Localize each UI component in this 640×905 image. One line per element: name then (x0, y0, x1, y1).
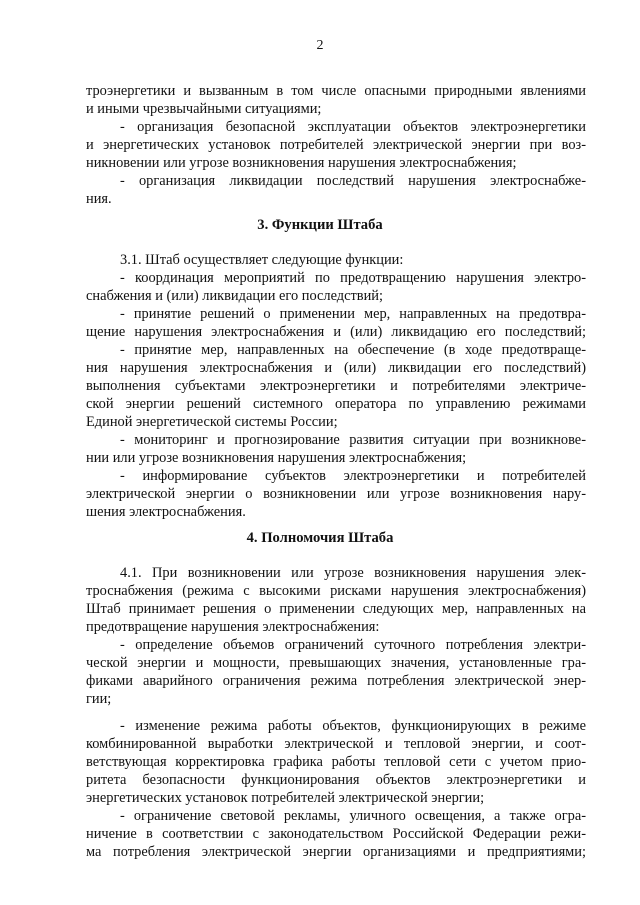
intro-line: никновении или угрозе возникновения нарушения электроснабжения; (86, 155, 517, 171)
page-number: 2 (316, 38, 324, 53)
section-4-line: ветствующая корректировка графика работы тепловой сети с учетом прио- (86, 754, 586, 770)
section-4-line: ритета безопасности функционирования объектов электроэнергетики и (86, 772, 586, 788)
section-4-line: ма потребления электрической энергии организациями и предприятиями; (86, 844, 586, 860)
section-4-line: троснабжения (режима с высокими рисками нарушения электроснабжения) (86, 583, 586, 599)
section-4-line: ничение в соответствии с законодательством Российской Федерации режи- (86, 826, 586, 842)
section-3-line: снабжения и (или) ликвидации его последствий; (86, 288, 383, 304)
section-3-heading: 3. Функции Штаба (257, 217, 383, 233)
section-4-heading: 4. Полномочия Штаба (246, 530, 394, 546)
section-3-line: - координация мероприятий по предотвращению нарушения электро- (120, 270, 586, 286)
intro-line: и иными чрезвычайными ситуациями; (86, 101, 322, 117)
section-4-line: - ограничение световой рекламы, уличного освещения, а также огра- (120, 808, 586, 824)
intro-line: - организация безопасной эксплуатации объектов электроэнергетики (120, 119, 586, 135)
section-4-line: фиками аварийного ограничения режима потребления электрической энер- (86, 673, 586, 689)
section-3-line: - принятие мер, направленных на обеспечение (в ходе предотвраще- (120, 342, 586, 358)
section-4-line: 4.1. При возникновении или угрозе возникновения нарушения элек- (120, 565, 586, 581)
section-3-line: шения электроснабжения. (86, 504, 246, 520)
section-3-line: - принятие решений о применении мер, направленных на предотвра- (120, 306, 586, 322)
section-3-line: ской энергии решений системного оператора по управлению режимами (86, 396, 586, 412)
section-4-line: предотвращение нарушения электроснабжения: (86, 619, 380, 635)
section-3-line: Единой энергетической системы России; (86, 414, 338, 430)
section-4-line: Штаб принимает решения о применении следующих мер, направленных на (86, 601, 586, 617)
intro-line: - организация ликвидации последствий нарушения электроснабже- (120, 173, 586, 189)
section-4-line: - определение объемов ограничений суточного потребления электри- (120, 637, 586, 653)
section-3-line: 3.1. Штаб осуществляет следующие функции: (120, 252, 404, 268)
section-3-line: - мониторинг и прогнозирование развития ситуации при возникнове- (120, 432, 586, 448)
intro-line: и энергетических установок потребителей электрической энергии при воз- (86, 137, 586, 153)
section-4-line: - изменение режима работы объектов, функционирующих в режиме (120, 718, 586, 734)
section-3-line: выполнения субъектами электроэнергетики и потребителями электриче- (86, 378, 586, 394)
section-3-line: ния нарушения электроснабжения и (или) ликвидации его последствий) (86, 360, 586, 376)
section-4-line: энергетических установок потребителей электрической энергии; (86, 790, 485, 806)
intro-line: троэнергетики и вызванным в том числе опасными природными явлениями (86, 83, 586, 99)
section-4-line: комбинированной выработки электрической и тепловой энергии, и соот- (86, 736, 586, 752)
section-4-line: ческой энергии и мощности, превышающих значения, установленные гра- (86, 655, 586, 671)
section-3-line: - информирование субъектов электроэнергетики и потребителей (120, 468, 586, 484)
section-3-line: щение нарушения электроснабжения и (или) ликвидацию его последствий; (86, 324, 586, 340)
intro-line: ния. (86, 191, 112, 207)
section-4-line: гии; (86, 691, 112, 707)
section-3-line: нии или угрозе возникновения нарушения электроснабжения; (86, 450, 467, 466)
section-3-line: электрической энергии о возникновении или угрозе возникновения нару- (86, 486, 586, 502)
